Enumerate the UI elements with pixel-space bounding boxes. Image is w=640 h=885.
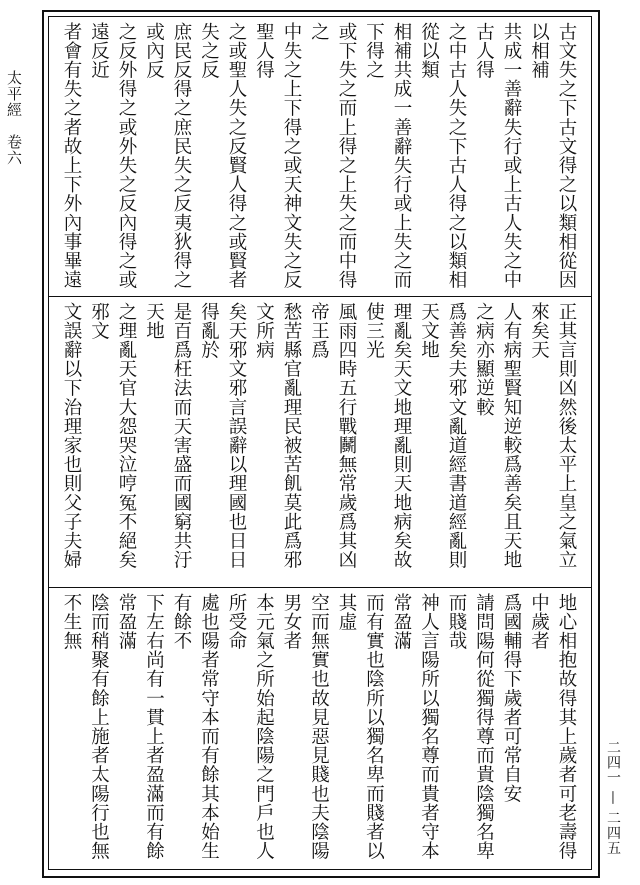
text-column: 本元氣之所始起陰陽之門戶也人所受命: [226, 593, 275, 861]
text-panel-bottom: [60, 593, 580, 866]
text-column: 相補共成一善辭失行或上失之而下得之: [363, 22, 412, 290]
text-column: 陰而稍聚有餘上施者太陽行也無不生無: [61, 593, 110, 861]
text-column: 請問陽何從獨得尊而貴陰獨名卑而賤哉: [446, 593, 495, 861]
text-column: 中失之上下得之或天神文失之反聖人得: [253, 22, 302, 290]
text-column: 庶民反得之庶民失之反夷狄得之或內反: [143, 22, 192, 290]
text-column: 處也陽者常守本而有餘其本始生有餘不: [171, 593, 220, 861]
text-column: 之理亂天官大怨哭泣哼冤不絕矣邪文: [88, 302, 137, 570]
panel-divider: [48, 587, 591, 588]
text-column: 空而無實也故見惡見賤也夫陰陽男女者: [281, 593, 330, 861]
text-panel-top: [60, 22, 580, 292]
text-column: 爲善矣夫邪文亂道經書道經亂則天文地: [418, 302, 467, 570]
text-column: 是百爲枉法而天害盛而國窮共汙天地: [143, 302, 192, 570]
text-column: 之中古人失之下古人得之以類相從以類: [418, 22, 467, 290]
text-column: 之反外得之或外失之反內得之或遠反近: [88, 22, 137, 290]
text-column: 正其言則凶然後太平上皇之氣立來矣天: [528, 302, 577, 570]
text-column: 人有病聖賢知逆較爲善矣且天地之病亦顯逆較: [473, 302, 522, 570]
text-column: 文誤辭以下治理家也則父子夫婦: [61, 302, 82, 570]
text-column: 矣天邪文邪言誤辭以理國也日日得亂於: [198, 302, 247, 570]
text-column: 地心相抱故得其上歲者可老壽得中歲者: [528, 593, 577, 861]
text-column: 風雨四時五行戰鬭無常歲爲其凶帝王爲: [308, 302, 357, 570]
text-column: 神人言陽所以獨名尊而貴者守本常盈滿: [391, 593, 440, 861]
text-column: 下左右尚有一貫上者盈滿而有餘常盈滿: [116, 593, 165, 861]
text-column: 之或聖人失之反賢人得之或賢者失之反: [198, 22, 247, 290]
page-number: 二四一 — 二四五: [605, 740, 621, 856]
text-column: 愁苦縣官亂理民被苦飢莫此爲邪文所病: [253, 302, 302, 570]
book-title: 太平經 卷六: [5, 70, 23, 166]
text-column: 爲國輔得下歲者可常自安: [501, 593, 522, 804]
text-column: 者會有失之者故上下外內事畢遠: [61, 22, 82, 290]
text-column: 古文失之下古文得之以類相從因以相補: [528, 22, 577, 290]
text-column: 而有實也陰所以獨名卑而賤者以其虛: [336, 593, 385, 861]
text-column: 共成一善辭失行或上古人失之中古人得: [473, 22, 522, 290]
text-column: 理亂矣天文地理亂則天地病矣故使三光: [363, 302, 412, 570]
panel-divider: [48, 296, 591, 297]
text-panel-middle: [60, 302, 580, 582]
text-column: 或下失之而上得之上失之而中得之: [308, 22, 357, 290]
